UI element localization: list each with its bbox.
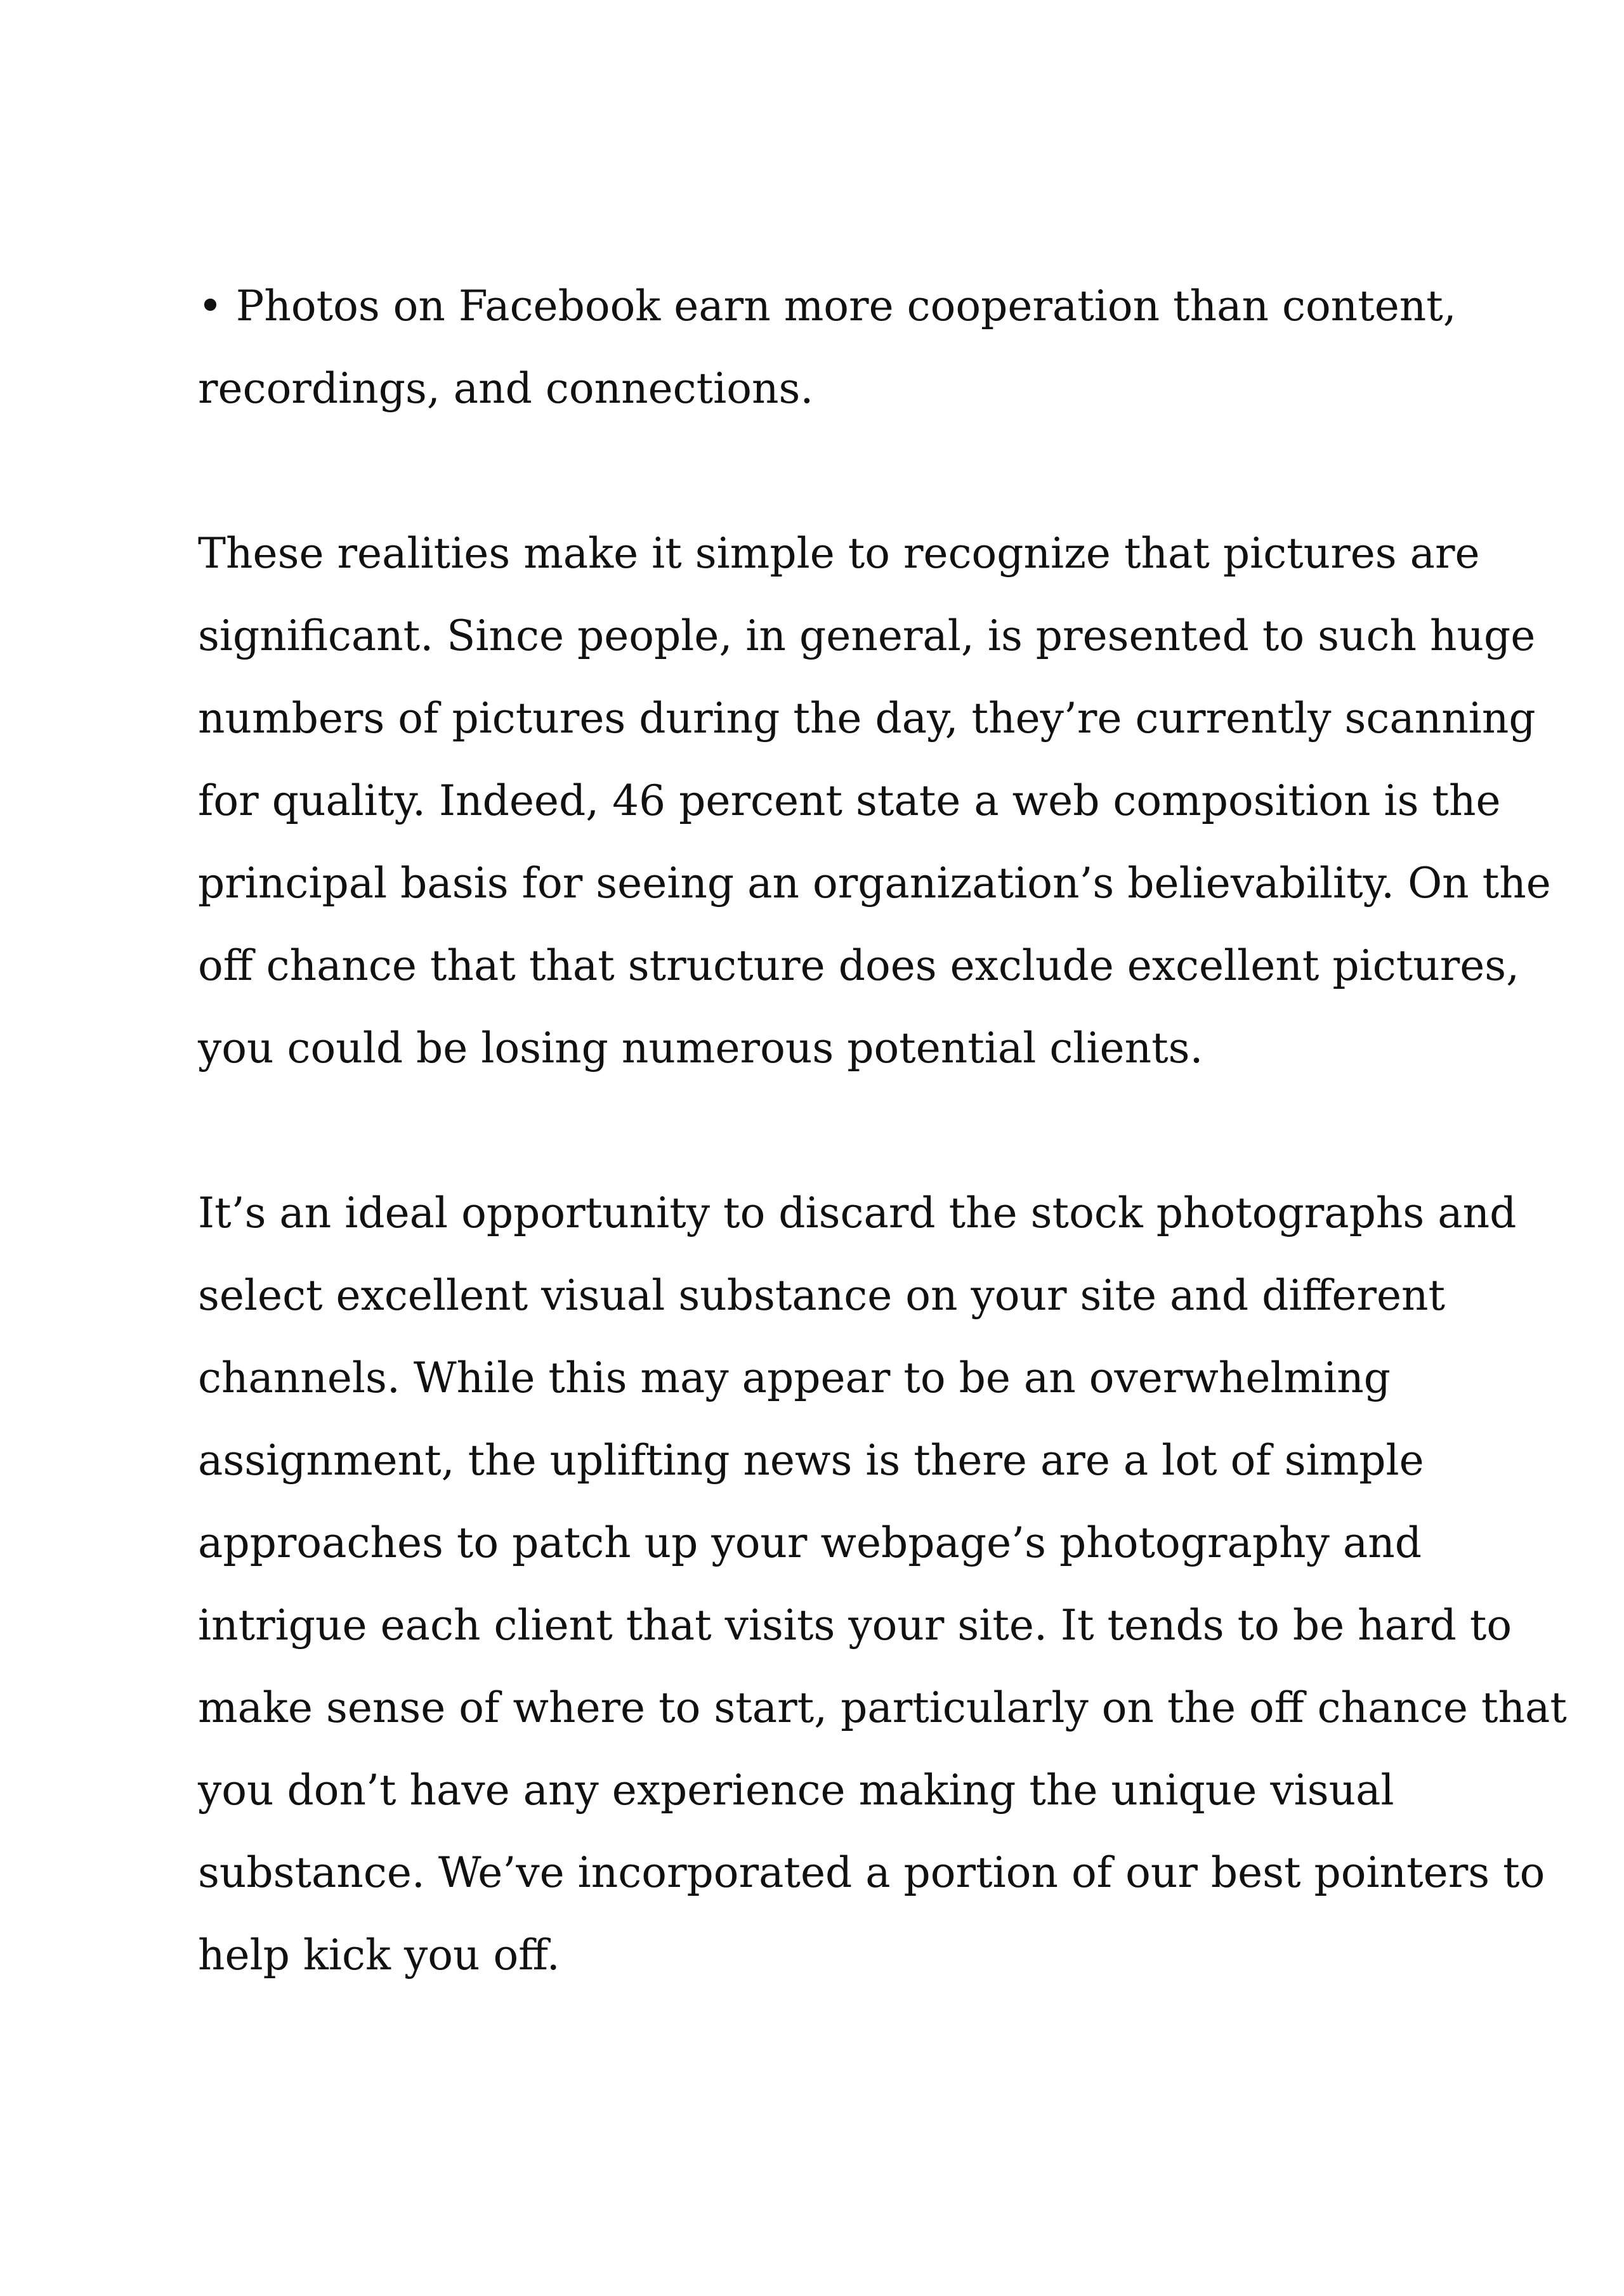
paragraph-1-line: off chance that that structure does exclude excellent pictures, <box>198 941 1520 990</box>
paragraph-2-line: intrigue each client that visits your site. It tends to be hard to <box>198 1601 1512 1650</box>
paragraph-2-line: make sense of where to start, particularly on the off chance that <box>198 1683 1567 1732</box>
paragraph-2-line: you don’t have any experience making the unique visual <box>198 1766 1394 1815</box>
paragraph-1-line: principal basis for seeing an organization’s believability. On the <box>198 859 1551 908</box>
bullet-item <box>198 265 1457 430</box>
paragraph-1-line: you could be losing numerous potential clients. <box>198 1024 1203 1073</box>
document-body <box>198 265 1567 1997</box>
paragraph-1-line: These realities make it simple to recognize that pictures are <box>198 529 1480 578</box>
paragraph-2-line: It’s an ideal opportunity to discard the stock photographs and <box>198 1189 1517 1237</box>
paragraph-spacer <box>198 430 1441 512</box>
paragraph-2 <box>198 1172 1567 1997</box>
bullet-line-1 <box>198 265 1457 348</box>
paragraph-1-line: significant. Since people, in general, is presented to such huge <box>198 611 1536 660</box>
paragraph-2-line: channels. While this may appear to be an overwhelming <box>198 1353 1391 1402</box>
bullet-line-2: recordings, and connections. <box>198 364 814 413</box>
paragraph-2-line: approaches to patch up your webpage’s photography and <box>198 1518 1422 1567</box>
paragraph-1 <box>198 512 1551 1090</box>
paragraph-2-line: assignment, the uplifting news is there are a lot of simple <box>198 1436 1424 1485</box>
paragraph-1-line: numbers of pictures during the day, they’re currently scanning <box>198 694 1536 743</box>
paragraph-spacer <box>198 1090 1441 1172</box>
paragraph-1-line: for quality. Indeed, 46 percent state a web composition is the <box>198 776 1501 825</box>
bullet-text-line-1: Photos on Facebook earn more cooperation than content, <box>235 282 1457 330</box>
paragraph-2-line: substance. We’ve incorporated a portion of our best pointers to <box>198 1848 1545 1897</box>
paragraph-2-line: select excellent visual substance on your site and different <box>198 1271 1446 1320</box>
paragraph-2-line: help kick you off. <box>198 1931 560 1980</box>
bullet-marker: • <box>198 282 223 330</box>
